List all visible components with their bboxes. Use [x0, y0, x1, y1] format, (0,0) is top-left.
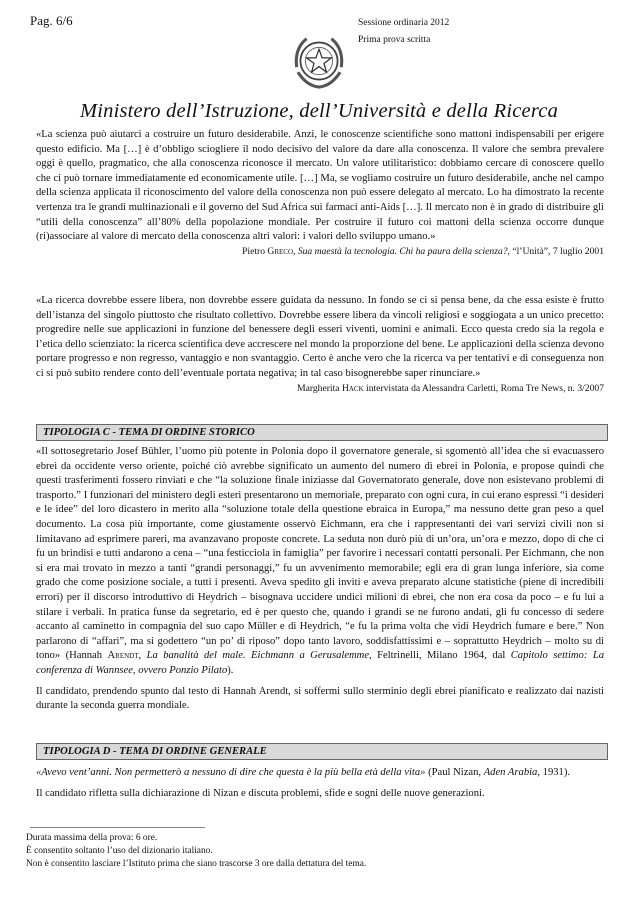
citation-chapter: Capitolo settimo: La conferenza di Wannsee, ovvero Ponzio Pilato — [36, 650, 605, 676]
citation-author: Arendt — [107, 650, 139, 662]
test-label: Prima prova scritta — [358, 35, 431, 45]
nizan-work: Aden Arabia — [483, 767, 538, 778]
section-d-title: TIPOLOGIA D - TEMA DI ORDINE GENERALE — [36, 743, 608, 760]
session-label: Sessione ordinaria 2012 — [358, 18, 450, 28]
quote-greco-source: Pietro Greco, Sua maestà la tecnologia. Chi ha paura della scienza?, “l’Unità”, 7 luglio 2001 — [242, 245, 604, 257]
citation-publisher: , Feltrinelli, Milano 1964, dal — [369, 650, 511, 662]
footer-divider — [30, 827, 205, 828]
citation-work: La banalità del male. Eichmann a Gerusalemme — [146, 650, 370, 662]
quote-hack-source — [36, 382, 604, 397]
quote-greco — [36, 128, 604, 259]
author-first: Margherita — [297, 382, 342, 394]
section-c-text: «Il sottosegretario Josef Bühler, l’uomo più potente in Polonia dopo il governatore generale, si sgomentò all’idea che si evacuassero ebrei da occidente verso oriente, poiché ciò avrebbe significato un aumento del numero di ebrei in Polonia, e propose quindi che questi trasferimenti fossero rinviati e che “la soluzione finale iniziasse dal Governatorato generale, dove non esistevano problemi di trasporto.” I funzionari del ministero degli esteri presentarono un memoriale, preparato con ogni cura, in cui erano espressi “i desideri e le idee” del loro dicastero in merito alla “soluzione totale della questione ebraica in Europa,” ma nessuno dette gran peso a quel documento. La cosa più importante, come giustamente osservò Eichmann, era che i rappresentanti dei vari servizi civili non si limitavano ad esprimere pareri, ma avanzavano proposte concrete. La seduta non durò più di un’ora, un’ora e mezzo, dopo di che ci fu un brindisi e tutti andarono a cena – “una festicciola in famiglia” per favorire i necessari contatti personali. Per Eichmann, che non si era mai trovato in mezzo a tanti “grandi personaggi,” fu un avvenimento memorabile; egli era di gran lunga inferiore, sia come grado che come posizione sociale, a tutti i presenti. Aveva spedito gli inviti e aveva preparato alcune statistiche (piene di incredibili errori) per il discorso introduttivo di Heydrich – bisognava uccidere undici milioni di ebrei, che non era cosa da poco – e fu lui a stilare i verbali. In pratica funse da segretario, ed è per questo che, quando i grandi se ne furono andati, gli fu concesso di sedere accanto al caminetto in compagnia del suo capo Müller e di Heydrich, “e fu la prima volta che vidi Heydrich fumare e bere.” Non parlarono di “affari”, ma si godettero “un po’ di riposo” dopo tanto lavoro, soddisfattissimi e – soprattutto Heydrich – molto su di tono» (Hannah Arendt, La banalità del male. Eichmann a Gerusalemme, Feltrinelli, Milano 1964, dal Capitolo settimo: La conferenza di Wannsee, ovvero Ponzio Pilato). — [36, 446, 605, 676]
ministry-title: Ministero dell’Istruzione, dell’Università e della Ricerca — [79, 100, 559, 122]
quote-hack — [36, 294, 604, 396]
section-d-body — [36, 766, 604, 801]
quote-greco-text: «La scienza può aiutarci a costruire un futuro desiderabile. Anzi, le conoscenze scientifiche sono mattoni indispensabili per erigere questo edificio. Ma […] è d’obbligo sciogliere il nodo decisivo del valore da dare alla conoscenza. Il valore che sembra prevalere oggi è quello, pragmatico, che alla conoscenza riconosce il mercato. Un valore utilitaristico: dobbiamo cercare di conoscere quello che ci può tornare immediatamente ed economicamente utile. […] Ma, se vogliamo costruire un futuro desiderabile, anche nel campo della scienza applicata il riconoscimento del valore della conoscenza non può essere delegato al mercato. Lo ha dimostrato la recente vertenza tra le grandi multinazionali e il governo del Sud Africa sui farmaci anti-Aids […]. Il mercato non è in grado di distribuire gli “utili della conoscenza” all’80% della popolazione mondiale. Per costruire il futuro coi mattoni della scienza occorre dunque (ri)associare al valore di mercato della conoscenza altri valori: i valori dello sviluppo umano.» — [36, 129, 604, 243]
nizan-year: , 1931). — [537, 767, 571, 778]
section-d-task: Il candidato rifletta sulla dichiarazione di Nizan e discuta problemi, sfide e sogni delle nuove generazioni. — [36, 787, 485, 799]
citation-close: ). — [227, 664, 234, 676]
republic-emblem-icon — [288, 30, 350, 92]
nizan-author: (Paul Nizan, — [425, 767, 484, 778]
author-last: Greco — [267, 245, 294, 257]
section-d-quote — [36, 766, 604, 781]
section-c-title: TIPOLOGIA C - TEMA DI ORDINE STORICO — [36, 424, 608, 441]
work-title: Sua maestà la tecnologia. Chi ha paura della scienza? — [297, 245, 508, 257]
footer-dictionary: È consentito soltanto l’uso del dizionario italiano. — [26, 846, 213, 856]
citation-open: (Hannah — [65, 650, 108, 662]
footer-duration: Durata massima della prova: 6 ore. — [26, 833, 158, 843]
author-first: Pietro — [242, 245, 268, 257]
section-c-body — [36, 445, 604, 714]
arendt-quote: «Il sottosegretario Josef Bühler, l’uomo più potente in Polonia dopo il governatore generale, si sgomentò all’idea che si evacuassero ebrei da occidente verso oriente, poiché ciò avrebbe significato un aumento del numero di ebrei in Polonia, e propose quindi che questi trasferimenti fossero rinviati e che “la soluzione finale iniziasse dal Governatorato generale, dove non esistevano problemi di trasporto.” I funzionari del ministero degli esteri presentarono un memoriale, preparato con ogni cura, in cui erano espressi “i desideri e le idee” del loro dicastero in merito alla “soluzione totale della questione ebraica in Europa,” ma nessuno dette gran peso a quel documento. La cosa più importante, come giustamente osservò Eichmann, era che i rappresentanti dei vari servizi civili non si limitavano ad esprimere pareri, ma avanzavano proposte concrete. La seduta non durò più di un’ora, un’ora e mezzo, dopo di che ci fu un brindisi e tutti andarono a cena – “una festicciola in famiglia” per favorire i necessari contatti personali. Per Eichmann, che non si era mai trovato in mezzo a tanti “grandi personaggi,” fu un avvenimento memorabile; egli era di gran lunga inferiore, sia come grado che come posizione sociale, a tutti i presenti. Aveva spedito gli inviti e aveva preparato alcune statistiche (piene di incredibili errori) per il discorso introduttivo di Heydrich – bisognava uccidere undici milioni di ebrei, che non era cosa da poco – e fu lui a stilare i verbali. In pratica funse da segretario, ed è per questo che, quando i grandi se ne furono andati, gli fu concesso di sedere accanto al caminetto in compagnia del suo capo Müller e di Heydrich, “e fu la prima volta che vidi Heydrich fumare e bere.” Non parlarono di “affari”, ma si godettero “un po’ di riposo” dopo tanto lavoro, soddisfattissimi e – soprattutto Heydrich – molto su di tono» — [36, 446, 604, 662]
footer-leave: Non è consentito lasciare l’Istituto prima che siano trascorse 3 ore dalla dettatura del tema. — [26, 859, 367, 869]
page-number: Pag. 6/6 — [30, 13, 73, 28]
nizan-quote: «Avevo vent’anni. Non permetterò a nessuno di dire che questa è la più bella età della vita» — [36, 767, 426, 778]
author-last: Hack — [341, 382, 364, 394]
publication: , “l’Unità”, 7 luglio 2001 — [507, 245, 604, 257]
quote-hack-text: «La ricerca dovrebbe essere libera, non dovrebbe essere guidata da nessuno. In fondo se ci si pensa bene, da che essa esiste è frutto dell’istanza del singolo piuttosto che risultato collettivo. Dovrebbe essere libera da vincoli religiosi e soggiogata a un unico precetto: progredire nelle sue applicazioni in funzione del benessere degli esseri viventi, uomini e animali. Ecco questa credo sia la regola e l’etica dello scienziato: la ricerca scientifica deve accrescere nel mondo la proporzione del bene. Le applicazioni della scienza devono portare progresso e non regresso, vantaggio e non svantaggio. Certo è anche vero che la ricerca va per tentativi e di conseguenza non ci si può subito rendere conto dell’eventuale portata negativa; in tal caso bisognerebbe saper rinunciare.» — [36, 295, 604, 379]
section-c-task: Il candidato, prendendo spunto dal testo di Hannah Arendt, si soffermi sullo sterminio degli ebrei pianificato e realizzato dai nazisti durante la seconda guerra mondiale. — [36, 685, 604, 712]
interview-source: intervistata da Alessandra Carletti, Roma Tre News, n. 3/2007 — [363, 382, 604, 394]
exam-info — [358, 15, 449, 49]
